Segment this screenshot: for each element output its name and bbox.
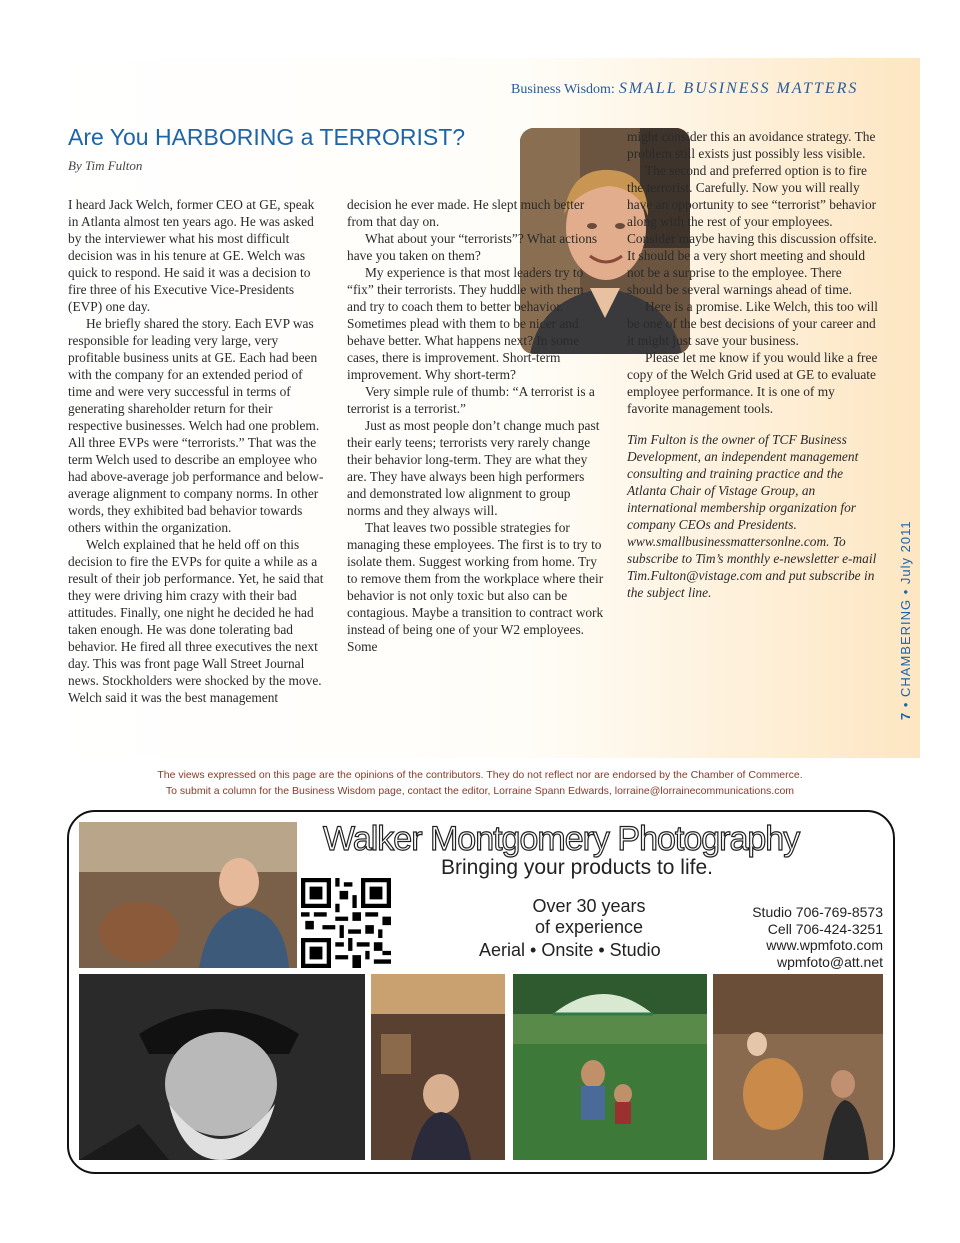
paragraph: might consider this an avoidance strategy. The problem still exists just possibly less visible. (627, 129, 876, 161)
article-byline: By Tim Fulton (68, 158, 143, 173)
disclaimer-line-1: The views expressed on this page are the opinions of the contributors. They do not reflect nor are endorsed by the Chamber of Commerce. (157, 769, 803, 781)
ad-tagline: Bringing your products to life. (441, 856, 713, 879)
ad-photo-showroom (371, 974, 505, 1160)
ad-photo-potter (79, 822, 297, 968)
ad-brand-2: Photography (617, 820, 800, 858)
ad-experience (499, 896, 679, 938)
paragraph: My experience is that most leaders try to “fix” their terrorists. They huddle with them and try to coach them to better behavior. Sometimes plead with them to be nicer and behave better. What happens next? In some cases, there is improvement. Short-term improvement. Why short-term? (347, 265, 584, 382)
author-bio: Tim Fulton is the owner of TCF Business Development, an independent management consulting and training practice and the Atlanta Chair of Vistage Group, an international membership organization for company CEOs and Presidents. www.smallbusinessmattersonlne.com. To subscribe to Tim’s monthly e-newsletter e-mail Tim.Fulton@vistage.com and put subscribe in the subject line. (627, 432, 877, 600)
paragraph: Very simple rule of thumb: “A terrorist is a terrorist is a terrorist.” (347, 384, 595, 416)
ad-brand-1: Walker Montgomery (323, 820, 609, 858)
ad-photo-portrait (79, 974, 365, 1160)
ad-experience-line-1: Over 30 years (532, 896, 646, 916)
article-title: Are You HARBORING a TERRORIST? (68, 124, 466, 150)
paragraph: Please let me know if you would like a free copy of the Welch Grid used at GE to evaluate employee performance. It is one of my favorite management tools. (627, 350, 878, 416)
paragraph: The second and preferred option is to fire the terrorist. Carefully. Now you will really have an opportunity to see “terrorist” behavior along with the rest of your employees. Consider maybe having this discussion offsite. It should be a very short meeting and should not be a surprise to the employee. There should be several warnings ahead of time. (627, 163, 877, 297)
article-column-1 (68, 196, 324, 706)
paragraph: What about your “terrorists”? What actions have you taken on them? (347, 231, 598, 263)
paragraph: Just as most people don’t change much past their early teens; terrorists very rarely change their behavior long-term. They are what they are. They have always been high performers and demonstrated low alignment to group norms and they always will. (347, 418, 600, 518)
ad-studio-phone: Studio 706-769-8573 (752, 904, 883, 920)
paragraph: Welch explained that he held off on this decision to fire the EVPs for quite a while as a result of their job performance. Yet, he said that they were driving him crazy with their bad attitudes. Finally, one night he decided he had taken enough. He was done tolerating bad behavior. He fired all three executives the next day. This was front page Wall Street Journal news. Stockholders were shocked by the move. Welch said it was the best management (68, 537, 324, 705)
ad-cell-phone: Cell 706-424-3251 (767, 920, 883, 937)
ad-email[interactable]: wpmfoto@att.net (776, 953, 883, 970)
ad-website[interactable]: www.wpmfoto.com (766, 937, 883, 953)
paragraph: decision he ever made. He slept much better from that day on. (347, 197, 585, 229)
article-column-3 (627, 128, 879, 601)
qr-code-icon (301, 878, 391, 968)
ad-services: Aerial • Onsite • Studio (479, 940, 661, 960)
ad-experience-line-2: of experience (534, 917, 644, 937)
paragraph: I heard Jack Welch, former CEO at GE, speak in Atlanta almost ten years ago. He was asked by the interviewer what his most difficult decision was in his tenure at GE. Welch was quick to respond. He said it was a decision to fire three of his Executive Vice-Presidents (EVP) one day. (68, 197, 315, 314)
section-tag: SMALL BUSINESS MATTERS (618, 80, 859, 97)
ad-photo-golf (513, 974, 707, 1160)
disclaimer-line-2: To submit a column for the Business Wisdom page, contact the editor, Lorraine Spann Edwards, lorraine@lorrainecommunications.com (165, 785, 795, 797)
section-header (511, 80, 858, 98)
ad-contact (752, 904, 883, 970)
page-folio (898, 520, 913, 720)
page-number: 7 (898, 711, 913, 720)
ad-brand-name (323, 820, 799, 859)
section-name: Business Wisdom: (511, 82, 615, 97)
paragraph: That leaves two possible strategies for managing these employees. The first is to try to isolate them. Suggest working from home. Try to remove them from the workplace where their behavior is not only toxic but also can be contagious. Maybe a transition to contract work instead of being one of your W2 employees. Some (347, 520, 604, 654)
folio-text: • CHAMBERING • July 2011 (898, 520, 913, 708)
photography-ad (67, 810, 895, 1174)
ad-photo-gallery (713, 974, 883, 1160)
paragraph: He briefly shared the story. Each EVP was responsible for leading very large, very profitable business units at GE. Each had been with the company for an extended period of time and were very successful in terms of generating shareholder return for their respective businesses. Welch had one problem. All three EVPs were “terrorists.” That was the term Welch used to describe an employee who had above-average job performance and below-average alignment to company norms. In other words, they exhibited bad behavior towards others within the organization. (68, 316, 324, 535)
paragraph: Here is a promise. Like Welch, this too will be one of the best decisions of your career and it might just save your business. (627, 299, 878, 348)
